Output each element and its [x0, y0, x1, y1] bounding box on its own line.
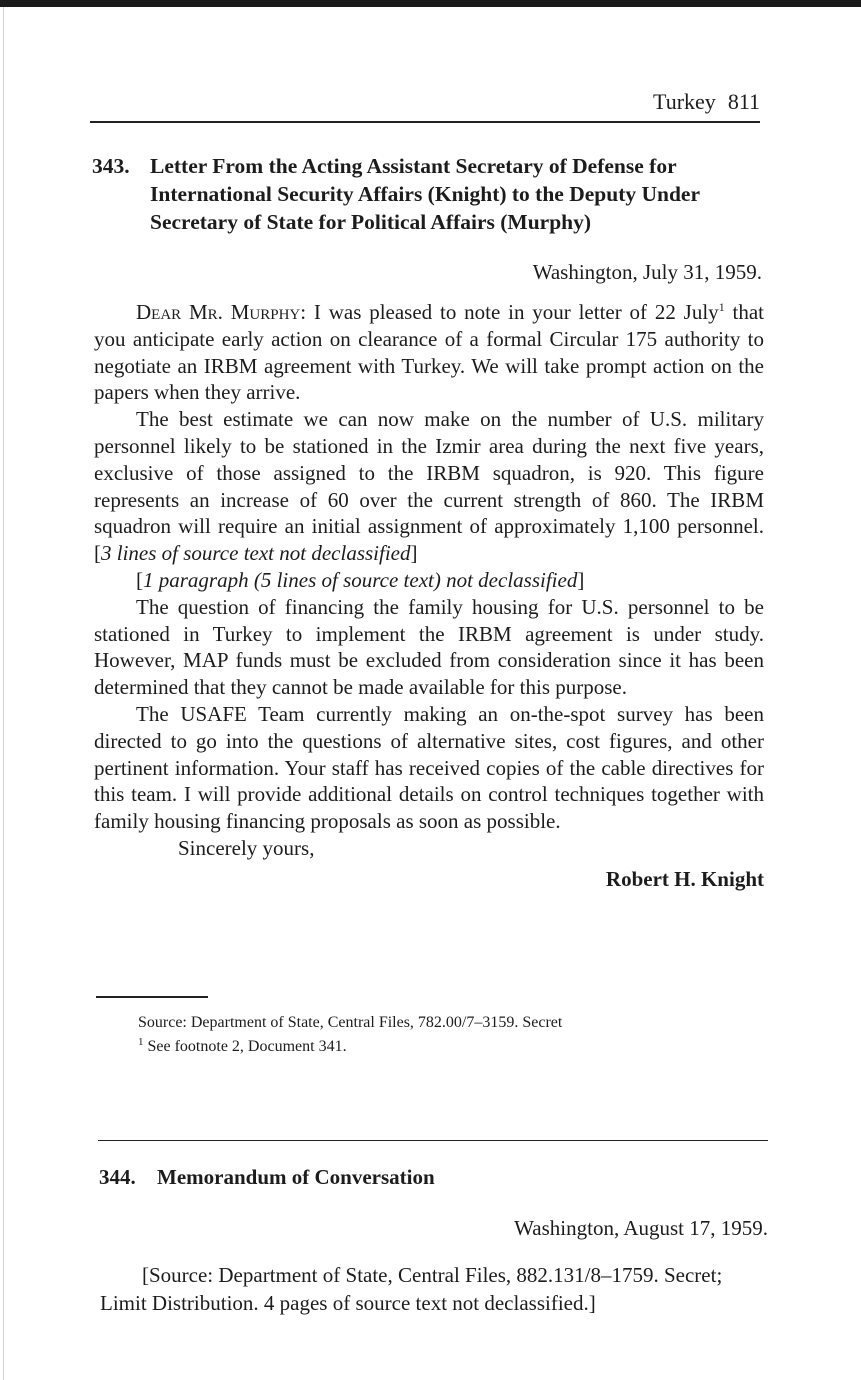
letter-body: [94, 299, 764, 893]
document-344-source: [100, 1261, 772, 1317]
footnote-rule: [96, 996, 208, 998]
footnote-1: [138, 1035, 758, 1059]
paragraph-2-text: The best estimate we can now make on the number of U.S. military personnel likely to be stationed in the Izmir area during the next five years, exclusive of those assigned to the IRBM squadron, is 920. This figure represents an increase of 60 over the current strength of 860. The IRBM squadron will require an initial assignment of approximately 1,100 personnel. [: [94, 407, 764, 566]
document-344-title: Memorandum of Conversation: [157, 1165, 435, 1189]
section-divider: [98, 1140, 768, 1141]
paragraph-1-rest: that you anticipate early action on clearance of a formal Circular 175 authority to negotiate an IRBM agreement with Turkey. We will take prompt action on the papers when they arrive.: [94, 300, 764, 405]
redaction-note-1-close: ]: [410, 541, 418, 566]
scan-top-border: [0, 0, 861, 7]
paragraph-1-text: I was pleased to note in your letter of 22 July: [306, 300, 719, 324]
document-343-number: 343.: [92, 154, 130, 178]
document-344-source-line-2: Limit Distribution. 4 pages of source text not declassified.]: [100, 1291, 596, 1315]
document-344-source-line-1: [Source: Department of State, Central Files, 882.131/8–1759. Secret;: [142, 1263, 723, 1287]
paragraph-1: [94, 299, 764, 406]
footnotes: [138, 1011, 758, 1059]
redaction-note-2-open: [: [136, 567, 143, 592]
redaction-note-2: 1 paragraph (5 lines of source text) not declassified: [143, 567, 578, 592]
redaction-note-1: 3 lines of source text not declassified: [101, 541, 411, 566]
footnote-1-mark: 1: [138, 1036, 144, 1048]
redaction-note-2-close: ]: [577, 567, 585, 592]
document-344-heading: [99, 1163, 769, 1191]
document-344-dateline: Washington, August 17, 1959.: [514, 1216, 768, 1240]
running-head-section: Turkey: [653, 89, 716, 114]
document-343-dateline: Washington, July 31, 1959.: [532, 260, 762, 284]
paragraph-2: [94, 406, 764, 567]
closing: Sincerely yours,: [178, 835, 315, 860]
scan-left-edge: [3, 7, 4, 1380]
signature: Robert H. Knight: [605, 866, 764, 891]
document-344-number: 344.: [99, 1165, 136, 1189]
running-head: [90, 88, 760, 116]
source-note: Source: Department of State, Central Files, 782.00/7–3159. Secret: [138, 1014, 563, 1031]
document-343-title: Letter From the Acting Assistant Secretary of Defense for International Security Affairs (Knight) to the Deputy Under Secretary of State for Political Affairs (Murphy): [150, 154, 700, 234]
footnote-mark-1[interactable]: 1: [718, 300, 725, 314]
paragraph-3: [94, 567, 764, 594]
page-number: 811: [727, 89, 760, 114]
paragraph-5: The USAFE Team currently making an on-the-spot survey has been directed to go into the questions of alternative sites, cost figures, and other pertinent information. Your staff has received copies of the cable directives for this team. I will provide additional details on control techniques together with family housing financing proposals as soon as possible.: [94, 701, 764, 834]
document-343-heading: [92, 152, 764, 236]
footnote-1-text: See footnote 2, Document 341.: [147, 1038, 347, 1055]
header-rule: [90, 121, 760, 123]
paragraph-4: The question of financing the family housing for U.S. personnel to be stationed in Turkey to implement the IRBM agreement is under study. However, MAP funds must be excluded from consideration since it has been determined that they cannot be made available for this purpose.: [94, 594, 764, 700]
salutation: Dear Mr. Murphy:: [136, 300, 307, 324]
